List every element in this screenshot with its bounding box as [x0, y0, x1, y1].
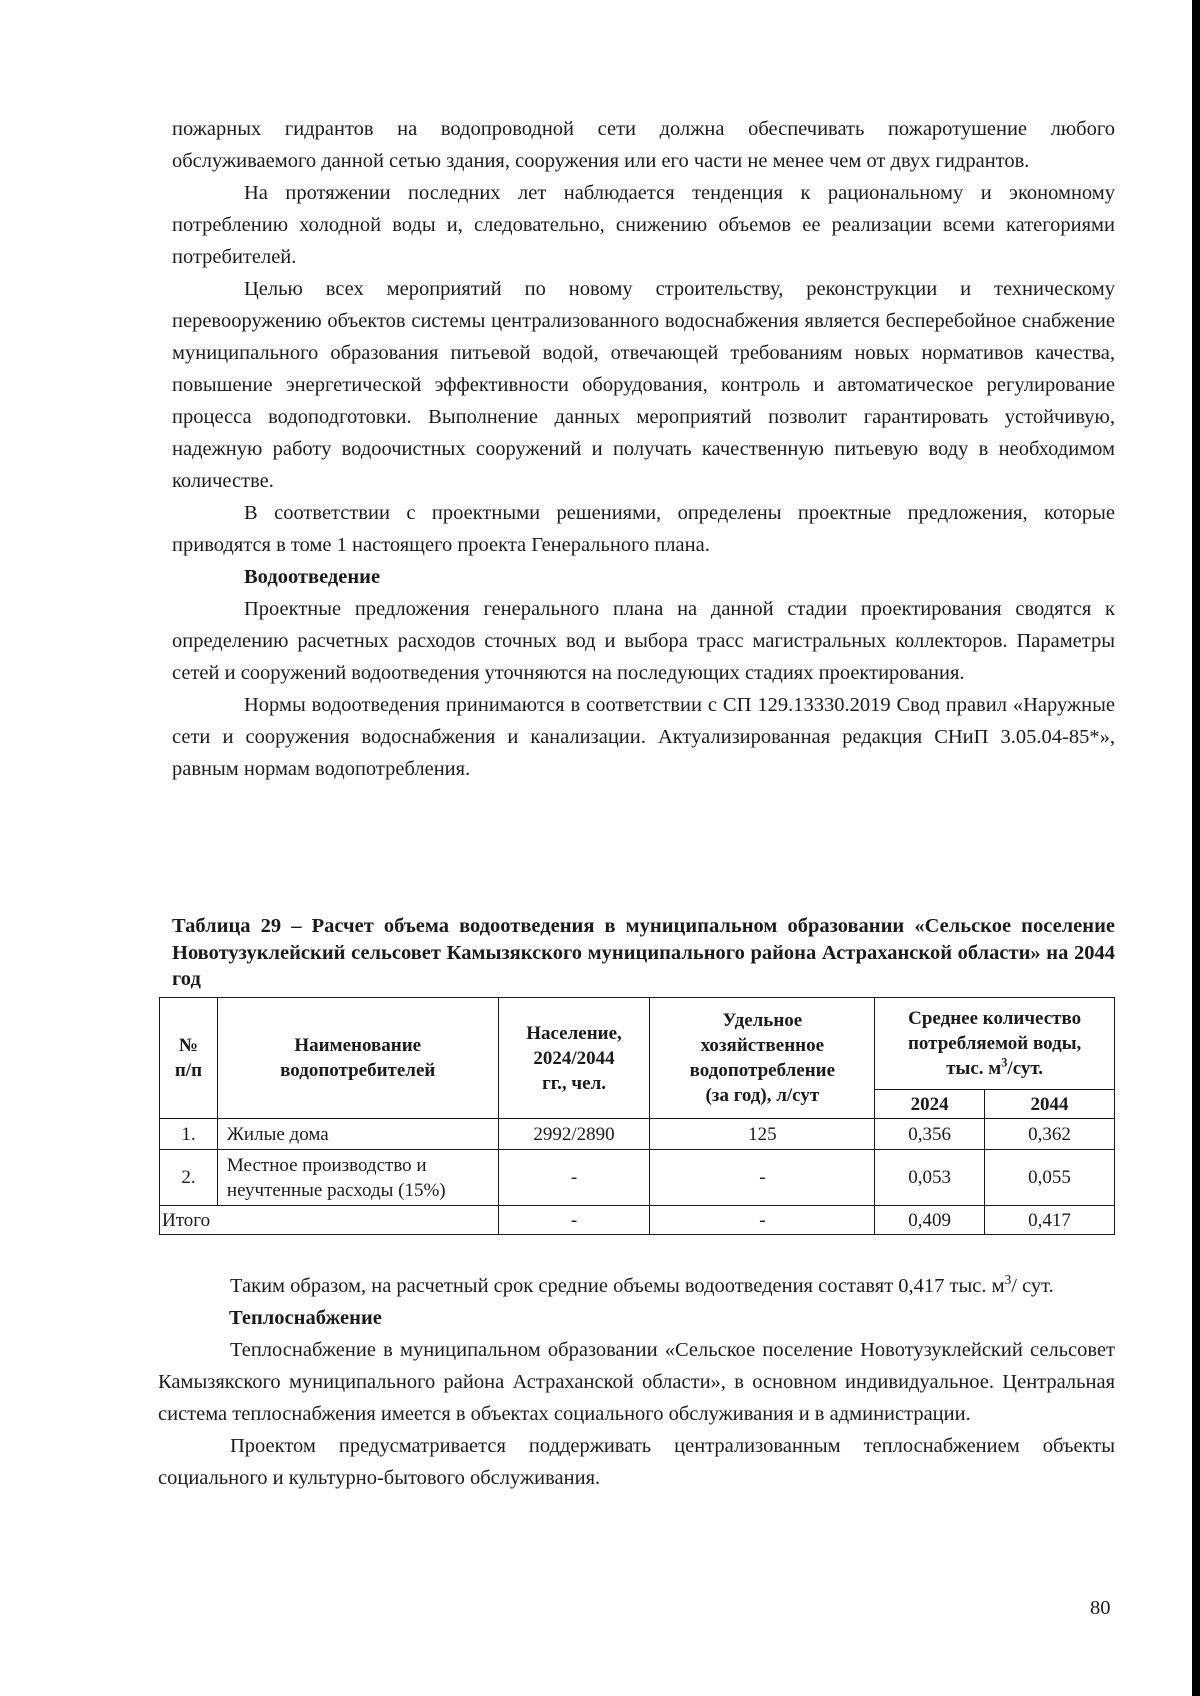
table-row [160, 1150, 1115, 1206]
paragraph-conclusion: Таким образом, на расчетный срок средние объемы водоотведения составят 0,417 тыс. $м^3/$ сут. [230, 1272, 1054, 1297]
cell-total-2044: 0,417 [985, 1206, 1115, 1235]
cell-total-label: Итого [160, 1206, 499, 1235]
wastewater-table [159, 997, 1115, 1235]
paragraph-project-decisions: В соответствии с проектными решениями, определены проектные предложения, которые приводятся в томе 1 настоящего проекта Генерального плана. [172, 502, 1115, 556]
header-specific-consumption: Удельное хозяйственное водопотребление (за год), л/сут [650, 998, 875, 1119]
paragraph-heating-current: Теплоснабжение в муниципальном образовании «Сельское поселение Новотузуклейский сельсовет Камызякского муниципального района Астраханской области», в основном индивидуальное. Центральная система теплоснабжения имеется в объектах социального обслуживания и в администрации. [158, 1339, 1115, 1425]
paragraph-sewerage-norms: Нормы водоотведения принимаются в соответствии с СП 129.13330.2019 Свод правил «Наружные сети и сооружения водоснабжения и канализации. Актуализированная редакция СНиП 3.05.04-85*», равным нормам водопотребления. [172, 694, 1115, 780]
cell-value-2024: 0,053 [875, 1150, 985, 1206]
cell-specific: 125 [650, 1119, 875, 1150]
cell-total-2024: 0,409 [875, 1206, 985, 1235]
header-year-2044: 2044 [985, 1090, 1115, 1119]
cell-specific: - [650, 1150, 875, 1206]
bottom-text [158, 1270, 1115, 1494]
paragraph-hydrants: пожарных гидрантов на водопроводной сети должна обеспечивать пожаротушение любого обслуживаемого данной сетью здания, сооружения или его части не менее чем от двух гидрантов. [172, 118, 1115, 172]
cell-total-specific: - [650, 1206, 875, 1235]
cell-name: Местное производство и неучтенные расходы (15%) [217, 1150, 498, 1206]
table-row [160, 1119, 1115, 1150]
header-consumer-name: Наименование водопотребителей [217, 998, 498, 1119]
heading-heating: Теплоснабжение [229, 1307, 382, 1329]
table-header-row [160, 998, 1115, 1090]
header-average-consumption: Среднее количество потребляемой воды, тыс. $м^3$/сут. [875, 998, 1115, 1090]
cell-value-2024: 0,356 [875, 1119, 985, 1150]
paragraph-measures-goal: Целью всех мероприятий по новому строительству, реконструкции и техническому перевооружению объектов системы централизованного водоснабжения является бесперебойное снабжение муниципального образования питьевой водой, отвечающей требованиям новых нормативов качества, повышение энергетической эффективности оборудования, контроль и автоматическое регулирование процесса водоподготовки. Выполнение данных мероприятий позволит гарантировать устойчивую, надежную работу водоочистных сооружений и получать качественную питьевую воду в необходимом количестве. [172, 278, 1115, 492]
cell-num: 1. [160, 1119, 218, 1150]
header-population: Население, 2024/2044 гг., чел. [498, 998, 650, 1119]
heading-sewerage: Водоотведение [244, 566, 381, 588]
paragraph-heating-project: Проектом предусматривается поддерживать централизованным теплоснабжением объекты социального и культурно-бытового обслуживания. [158, 1435, 1115, 1489]
cell-population: - [498, 1150, 650, 1206]
paragraph-sewerage-proposals: Проектные предложения генерального плана на данной стадии проектирования сводятся к определению расчетных расходов сточных вод и выбора трасс магистральных коллекторов. Параметры сетей и сооружений водоотведения уточняются на последующих стадиях проектирования. [172, 598, 1115, 684]
page-number: 80 [1090, 1597, 1111, 1619]
header-year-2024: 2024 [875, 1090, 985, 1119]
cell-population: 2992/2890 [498, 1119, 650, 1150]
table-caption: Таблица 29 – Расчет объема водоотведения в муниципальном образовании «Сельское поселение Новотузуклейский сельсовет Камызякского муниципального района Астраханской области» на 2044 год [172, 915, 1115, 990]
cell-num: 2. [160, 1150, 218, 1206]
cell-total-population: - [498, 1206, 650, 1235]
top-text [172, 113, 1115, 785]
header-num: № п/п [160, 998, 218, 1119]
paragraph-consumption-trend: На протяжении последних лет наблюдается тенденция к рациональному и экономному потреблению холодной воды и, следовательно, снижению объемов ее реализации всеми категориями потребителей. [172, 182, 1115, 268]
cell-value-2044: 0,362 [985, 1119, 1115, 1150]
cell-name: Жилые дома [217, 1119, 498, 1150]
scan-border [1192, 0, 1200, 1696]
cell-value-2044: 0,055 [985, 1150, 1115, 1206]
table-total-row [160, 1206, 1115, 1235]
